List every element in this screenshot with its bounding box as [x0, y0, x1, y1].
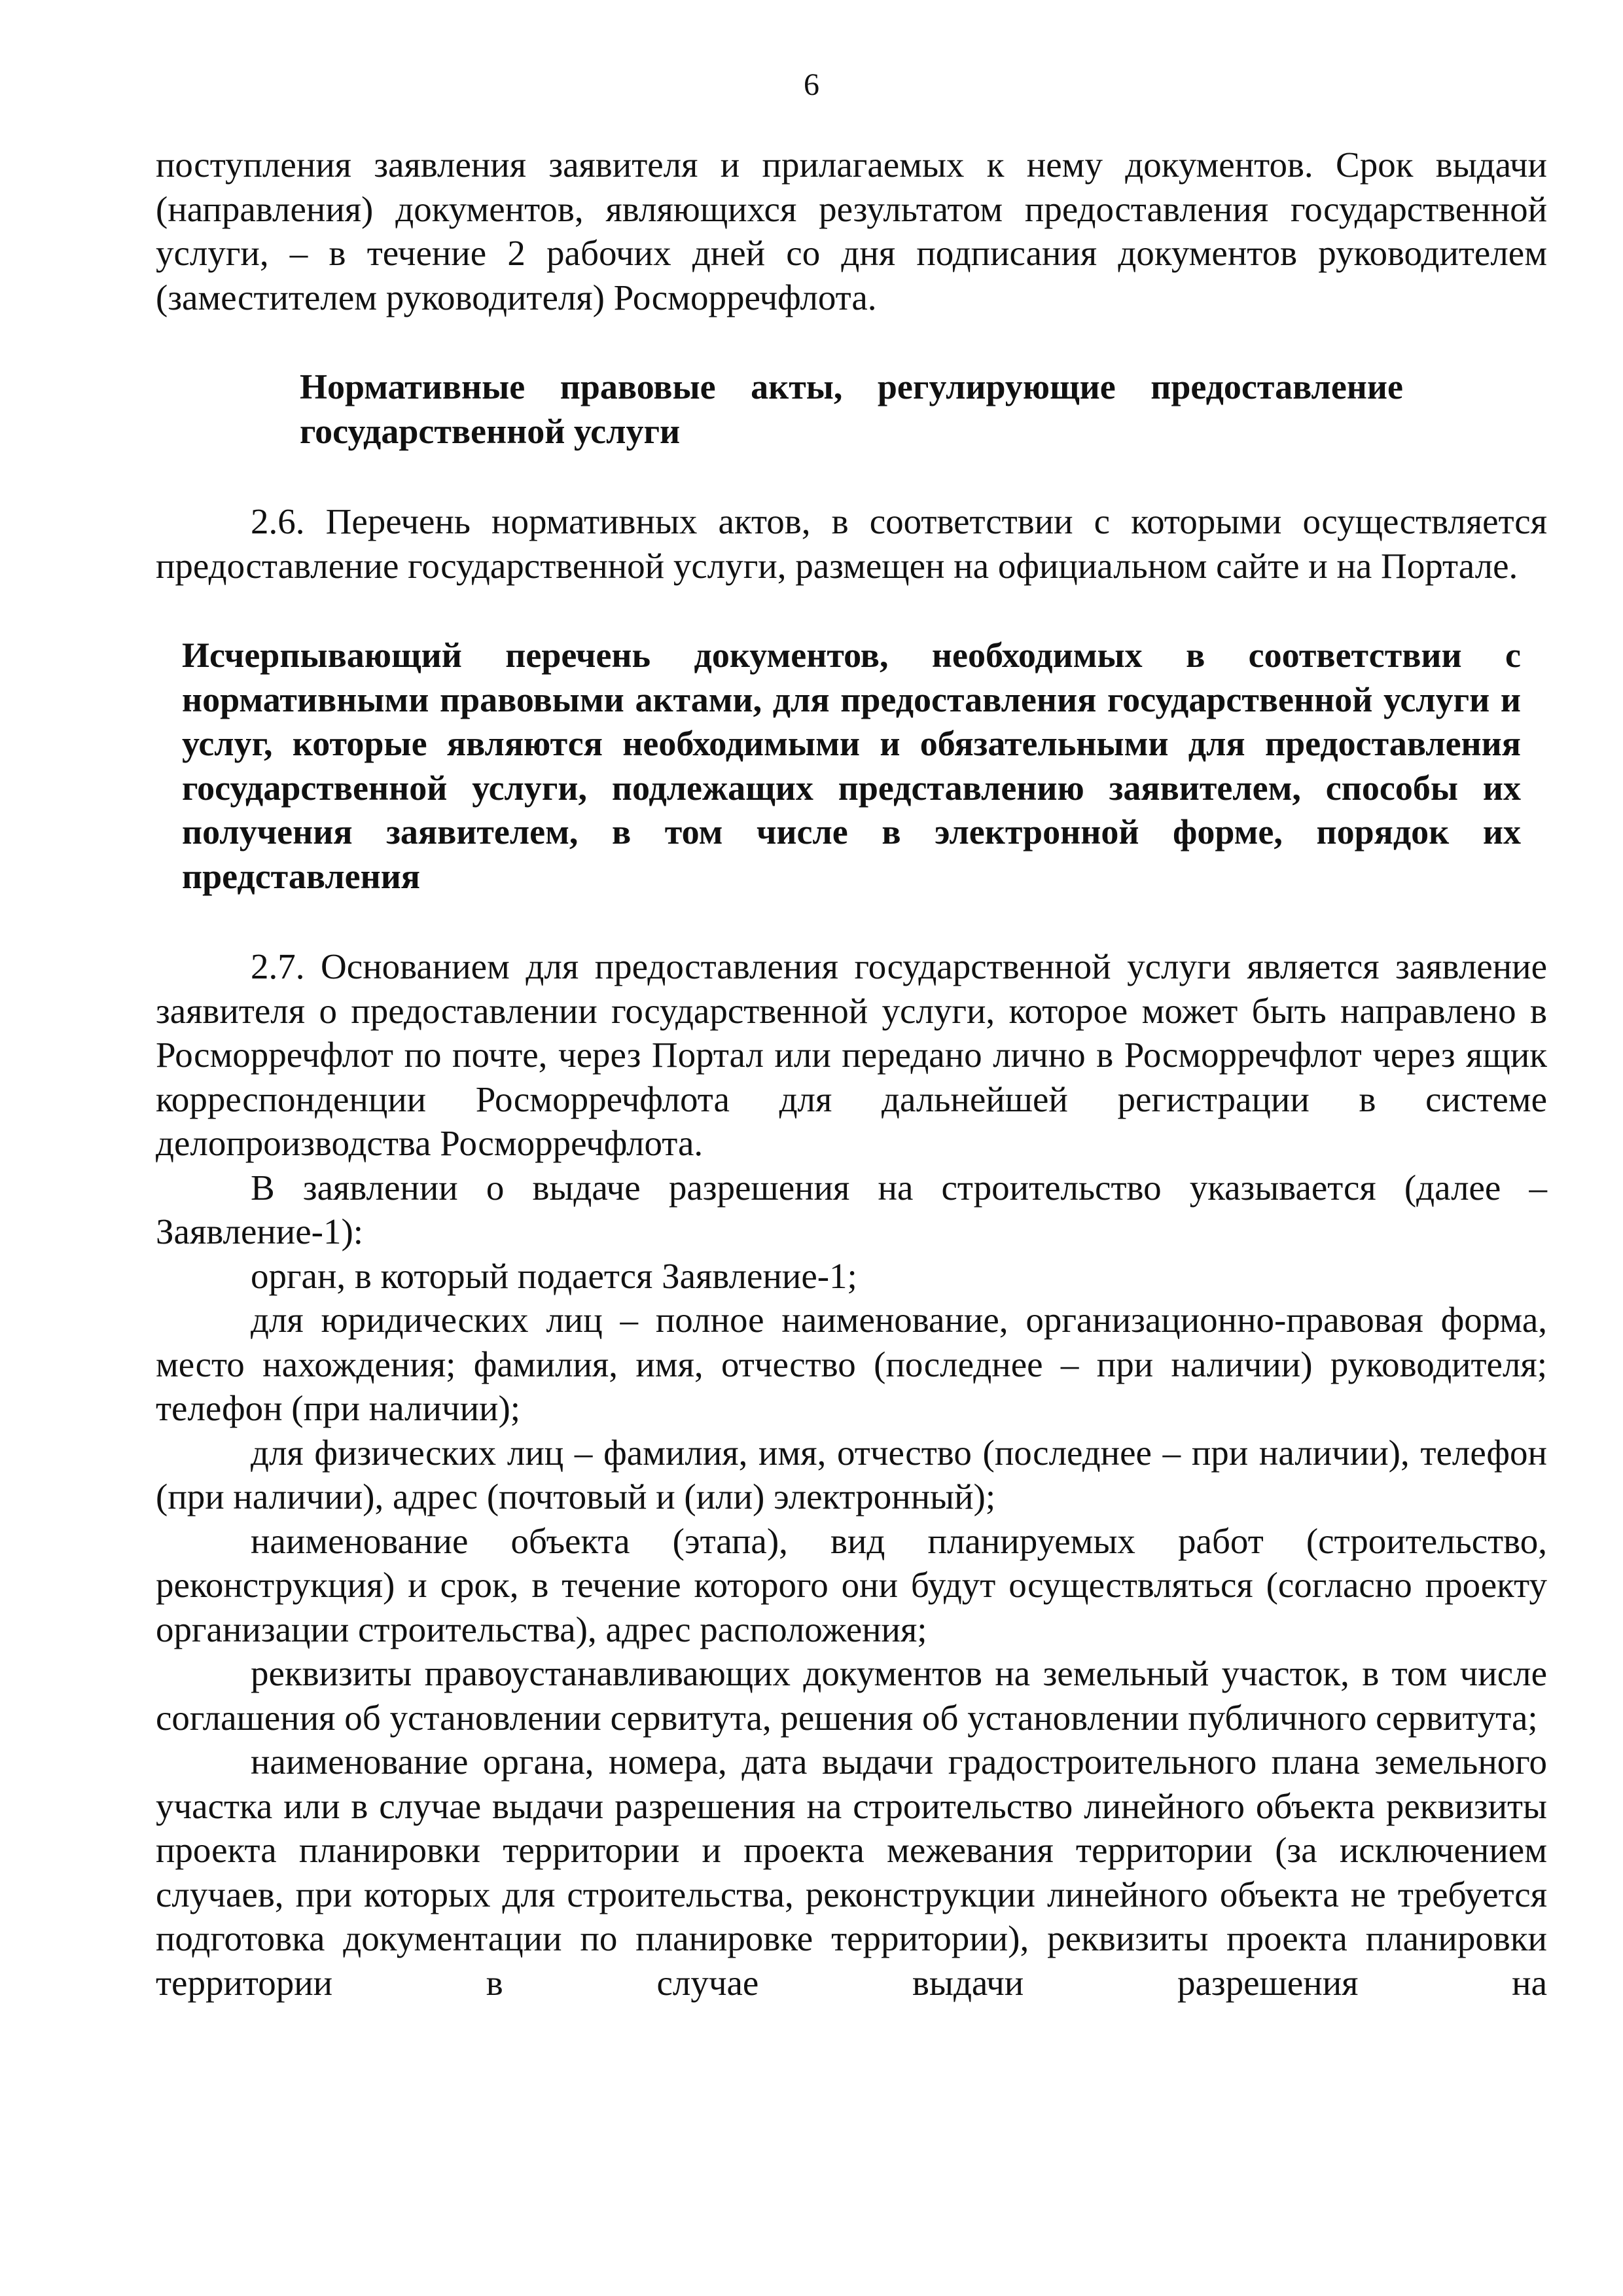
list-item-object-name: наименование объекта (этапа), вид планируемых работ (строительство, реконструкция) и срок, в течение которого они будут осуществляться (согласно проекту организации строительства), адрес расположения;	[156, 1520, 1547, 1649]
paragraph-application-1: В заявлении о выдаче разрешения на строительство указывается (далее – Заявление-1):	[156, 1167, 1547, 1251]
paragraph-continuation: поступления заявления заявителя и прилагаемых к нему документов. Срок выдачи (направления) документов, являющихся результатом предоставления государственной услуги, – в течение 2 рабочих дней со дня подписания документов руководителем (заместителем руководителя) Росморречфлота.	[156, 145, 1547, 317]
list-item-land-documents: реквизиты правоустанавливающих документов на земельный участок, в том числе соглашения об установлении сервитута, решения об установлении публичного сервитута;	[156, 1653, 1547, 1738]
list-item-individuals: для физических лиц – фамилия, имя, отчество (последнее – при наличии), телефон (при наличии), адрес (почтовый и (или) электронный);	[156, 1432, 1547, 1516]
list-item-authority: орган, в который подается Заявление-1;	[251, 1255, 857, 1296]
document-body	[156, 143, 1547, 2005]
list-item-urban-plan: наименование органа, номера, дата выдачи градостроительного плана земельного участка или в случае выдачи разрешения на строительство линейного объекта реквизиты проекта планировки территории и проекта межевания территории (за исключением случаев, при которых для строительства, реконструкции линейного объекта не требуется подготовка документации по планировке территории), реквизиты проекта планировки территории в случае выдачи разрешения на	[156, 1742, 1547, 2003]
section-heading-documents-list: Исчерпывающий перечень документов, необходимых в соответствии с нормативными правовыми актами, для предоставления государственной услуги и услуг, которые являются необходимыми и обязательными для предоставления государственной услуги, подлежащих представлению заявителем, способы их получения заявителем, в том числе в электронной форме, порядок их представления	[182, 636, 1521, 896]
paragraph-2-7: 2.7. Основанием для предоставления государственной услуги является заявление заявителя о предоставлении государственной услуги, которое может быть направлено в Росморречфлот по почте, через Портал или передано лично в Росморречфлот через ящик корреспонденции Росморречфлота для дальнейшей регистрации в системе делопроизводства Росморречфлота.	[156, 946, 1547, 1163]
list-item-legal-entities: для юридических лиц – полное наименование, организационно-правовая форма, место нахождения; фамилия, имя, отчество (последнее – при наличии) руководителя; телефон (при наличии);	[156, 1300, 1547, 1428]
paragraph-2-6: 2.6. Перечень нормативных актов, в соответствии с которыми осуществляется предоставление государственной услуги, размещен на официальном сайте и на Портале.	[156, 501, 1547, 586]
section-heading-normative-acts: Нормативные правовые акты, регулирующие предоставление государственной услуги	[300, 367, 1403, 451]
page-number: 6	[804, 67, 819, 102]
